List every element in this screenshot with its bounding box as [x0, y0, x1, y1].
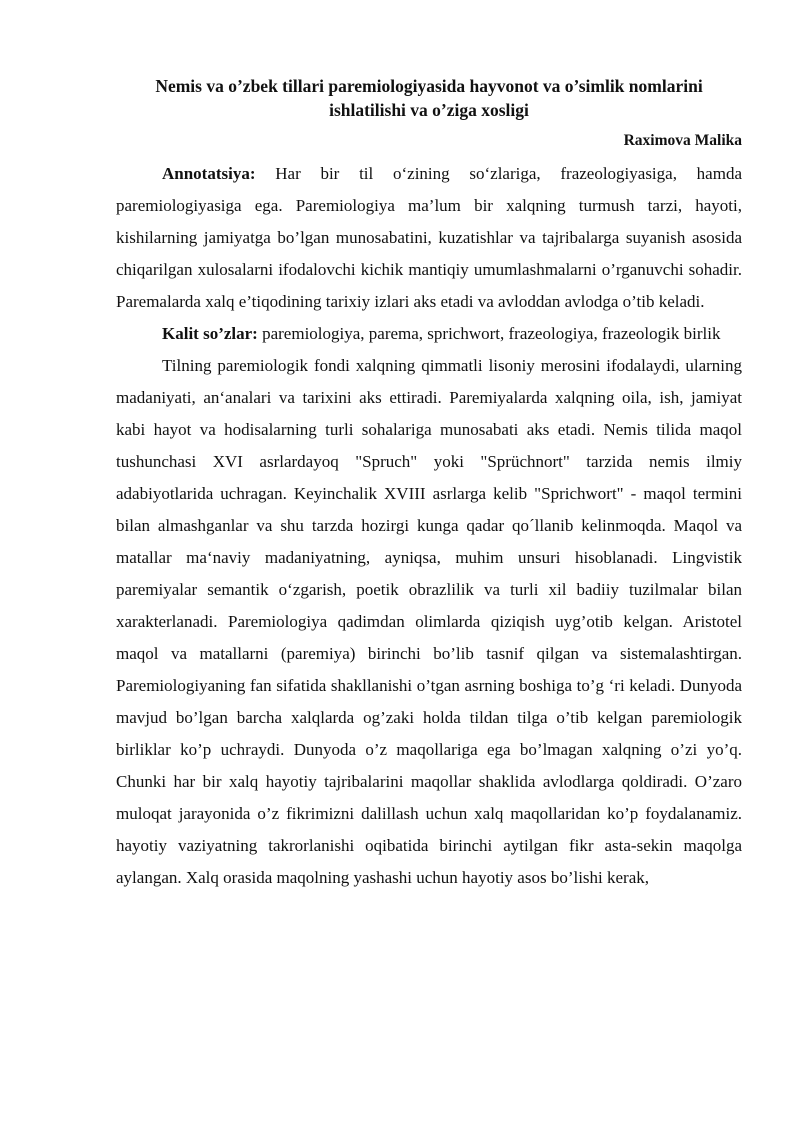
keywords-paragraph [116, 318, 742, 350]
author-name: Raximova Malika [623, 132, 742, 149]
article-title: Nemis va o’zbek tillari paremiologiyasida hayvonot va o’simlik nomlarini ishlatilishi va o’ziga xosligi [155, 76, 703, 120]
annotation-text: Har bir til o‘zining so‘zlariga, frazeologiyasiga, hamda paremiologiyasiga ega. Paremiologiya ma’lum bir xalqning turmush tarzi, hayoti, kishilarning jamiyatga bo’lgan munosabatini, kuzatishlar va tajribalarga suyanish asosida chiqarilgan xulosalarni ifodalovchi kichik mantiqiy umumlashmalarni o’rganuvchi sohadir. Paremalarda xalq e’tiqodining tarixiy izlari aks etadi va avloddan avlodga o’tib keladi. [116, 164, 742, 311]
annotation-paragraph [116, 158, 742, 318]
annotation-label: Annotatsiya: [162, 164, 256, 183]
keywords-label: Kalit so’zlar: [162, 324, 258, 343]
keywords-text: paremiologiya, parema, sprichwort, frazeologiya, frazeologik birlik [257, 324, 721, 343]
document-page [116, 74, 742, 894]
body-paragraph: Tilning paremiologik fondi xalqning qimmatli lisoniy merosini ifodalaydi, ularning madaniyati, an‘analari va tarixini aks ettiradi. Paremiyalarda xalqning oila, ish, jamiyat kabi hayot va hodisalarning turli sohalariga munosabati aks etadi. Nemis tilida maqol tushunchasi XVI asrlardayoq "Spruch" yoki "Sprüchnort" tarzida nemis ilmiy adabiyotlarida uchragan. Keyinchalik XVIII asrlarga kelib "Sprichwort" - maqol termini bilan almashganlar va shu tarzda hozirgi kunga qadar qo´llanib kelinmoqda. Maqol va matallar ma‘naviy madaniyatning, ayniqsa, muhim unsuri hisoblanadi. Lingvistik paremiyalar semantik o‘zgarish, poetik obrazlilik va turli xil badiiy tuzilmalar bilan xarakterlanadi. Paremiologiya qadimdan olimlarda qiziqish uyg’otib kelgan. Aristotel maqol va matallarni (paremiya) birinchi bo’lib tasnif qilgan va sistemalashtirgan. Paremiologiyaning fan sifatida shakllanishi o’tgan asrning boshiga to’g ‘ri keladi. Dunyoda mavjud bo’lgan barcha xalqlarda og’zaki holda tildan tilga o’tib kelgan paremiologik birliklar ko’p uchraydi. Dunyoda o’z maqollariga ega bo’lmagan xalqning o’zi yo’q. Chunki har bir xalq hayotiy tajribalarini maqollar shaklida avlodlarga qoldiradi. O’zaro muloqat jarayonida o’z fikrimizni dalillash uchun xalq maqollaridan ko’p foydalanamiz. hayotiy vaziyatning takrorlanishi oqibatida birinchi aytilgan fikr asta-sekin maqolga aylangan. Xalq orasida maqolning yashashi uchun hayotiy asos bo’lishi kerak, [116, 356, 742, 887]
